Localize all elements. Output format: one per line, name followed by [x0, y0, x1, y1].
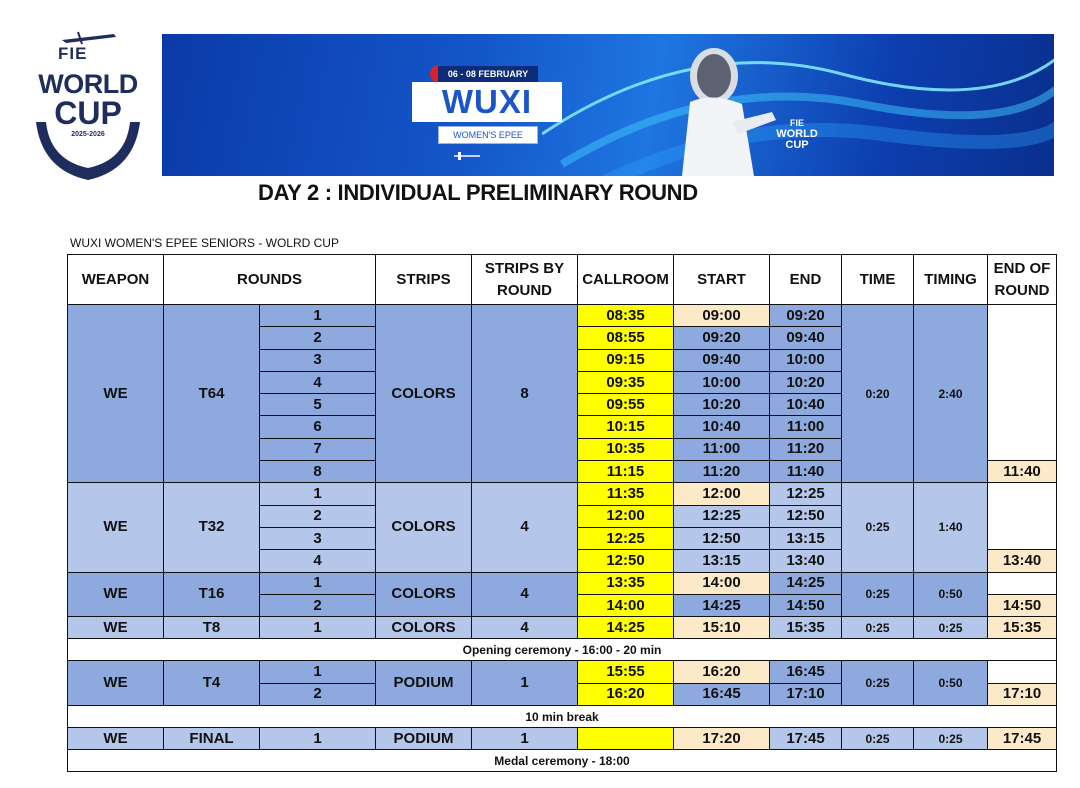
start-cell: 14:25: [674, 594, 770, 616]
bout-number: 1: [260, 572, 376, 594]
table-row: [68, 483, 1057, 505]
logo-world-text: WORLD: [38, 69, 138, 99]
end-cell: 10:40: [770, 394, 842, 416]
end-cell: 12:50: [770, 505, 842, 527]
timing-cell: 0:25: [914, 617, 988, 639]
start-cell: 11:00: [674, 438, 770, 460]
table-row: [68, 305, 1057, 327]
start-cell: 16:45: [674, 683, 770, 705]
strips-cell: COLORS: [376, 305, 472, 483]
strips-by-round-cell: 4: [472, 617, 578, 639]
weapon-cell: WE: [68, 572, 164, 617]
strips-cell: COLORS: [376, 483, 472, 572]
end-cell: 17:45: [770, 728, 842, 750]
strips-cell: COLORS: [376, 572, 472, 617]
bout-number: 3: [260, 349, 376, 371]
note-row: [68, 750, 1057, 772]
event-name: WOMEN'S EPEE: [453, 130, 523, 140]
header-start: START: [674, 255, 770, 305]
header-end: END: [770, 255, 842, 305]
callroom-cell: 14:25: [578, 617, 674, 639]
mini-world-cup-logo: [772, 118, 822, 151]
start-cell: 16:20: [674, 661, 770, 683]
callroom-cell: 14:00: [578, 594, 674, 616]
end-cell: 14:25: [770, 572, 842, 594]
end-cell: 11:40: [770, 461, 842, 483]
event-dates: 06 - 08 FEBRUARY: [438, 66, 538, 82]
round-cell: T8: [164, 617, 260, 639]
end-cell: 13:15: [770, 527, 842, 549]
header-callroom: CALLROOM: [578, 255, 674, 305]
end-of-round-blank: [988, 483, 1057, 550]
start-cell: 09:40: [674, 349, 770, 371]
start-cell: 14:00: [674, 572, 770, 594]
start-cell: 13:15: [674, 550, 770, 572]
sword-icon: [452, 150, 482, 162]
header-time: TIME: [842, 255, 914, 305]
logo-cup-text: CUP: [54, 95, 122, 131]
opening-ceremony-note: Opening ceremony - 16:00 - 20 min: [68, 639, 1057, 661]
note-row: [68, 639, 1057, 661]
wave-graphic-icon: [542, 34, 1054, 176]
end-of-round-cell: 17:45: [988, 728, 1057, 750]
bout-number: 2: [260, 594, 376, 616]
weapon-cell: WE: [68, 661, 164, 706]
page-title: DAY 2 : INDIVIDUAL PRELIMINARY ROUND: [258, 180, 698, 205]
bout-number: 2: [260, 683, 376, 705]
timing-cell: 0:50: [914, 572, 988, 617]
round-cell: T4: [164, 661, 260, 706]
table-row: [68, 572, 1057, 594]
start-cell: 10:20: [674, 394, 770, 416]
callroom-cell: 13:35: [578, 572, 674, 594]
callroom-cell: 10:15: [578, 416, 674, 438]
end-cell: 13:40: [770, 550, 842, 572]
header-row: [68, 255, 1057, 305]
strips-by-round-cell: 1: [472, 661, 578, 706]
bout-number: 8: [260, 461, 376, 483]
end-cell: 16:45: [770, 661, 842, 683]
note-row: [68, 706, 1057, 728]
callroom-cell: 09:35: [578, 371, 674, 393]
start-cell: 12:25: [674, 505, 770, 527]
bout-number: 4: [260, 371, 376, 393]
end-cell: 11:20: [770, 438, 842, 460]
callroom-cell: [578, 728, 674, 750]
end-of-round-cell: 14:50: [988, 594, 1057, 616]
end-cell: 15:35: [770, 617, 842, 639]
round-cell: T16: [164, 572, 260, 617]
bout-number: 1: [260, 483, 376, 505]
start-cell: 15:10: [674, 617, 770, 639]
start-cell: 12:50: [674, 527, 770, 549]
end-of-round-blank: [988, 305, 1057, 461]
header-weapon: WEAPON: [68, 255, 164, 305]
callroom-cell: 08:35: [578, 305, 674, 327]
end-cell: 14:50: [770, 594, 842, 616]
logo-fie-text: FIE: [58, 44, 88, 63]
mini-cup-text: CUP: [785, 139, 809, 151]
header-end-of-round: END OF ROUND: [988, 255, 1057, 305]
callroom-cell: 12:25: [578, 527, 674, 549]
callroom-cell: 09:55: [578, 394, 674, 416]
callroom-cell: 16:20: [578, 683, 674, 705]
end-of-round-cell: 15:35: [988, 617, 1057, 639]
mini-fie-text: FIE: [789, 118, 804, 128]
bout-number: 1: [260, 661, 376, 683]
start-cell: 09:00: [674, 305, 770, 327]
round-cell: T64: [164, 305, 260, 483]
mini-world-text: WORLD: [776, 128, 818, 140]
end-of-round-cell: 13:40: [988, 550, 1057, 572]
strips-by-round-cell: 1: [472, 728, 578, 750]
bout-number: 1: [260, 305, 376, 327]
timing-cell: 1:40: [914, 483, 988, 572]
bout-number: 7: [260, 438, 376, 460]
round-cell: T32: [164, 483, 260, 572]
weapon-cell: WE: [68, 305, 164, 483]
end-cell: 09:40: [770, 327, 842, 349]
strips-cell: COLORS: [376, 617, 472, 639]
callroom-cell: 11:35: [578, 483, 674, 505]
table-row: [68, 728, 1057, 750]
timing-cell: 2:40: [914, 305, 988, 483]
time-cell: 0:25: [842, 483, 914, 572]
callroom-cell: 11:15: [578, 461, 674, 483]
callroom-cell: 12:00: [578, 505, 674, 527]
time-cell: 0:25: [842, 728, 914, 750]
event-city: WUXI: [441, 83, 533, 120]
callroom-cell: 12:50: [578, 550, 674, 572]
timing-cell: 0:50: [914, 661, 988, 706]
bout-number: 4: [260, 550, 376, 572]
table-row: [68, 661, 1057, 683]
medal-ceremony-note: Medal ceremony - 18:00: [68, 750, 1057, 772]
round-cell: FINAL: [164, 728, 260, 750]
strips-by-round-cell: 4: [472, 572, 578, 617]
bout-number: 2: [260, 505, 376, 527]
strips-by-round-cell: 8: [472, 305, 578, 483]
start-cell: 12:00: [674, 483, 770, 505]
callroom-cell: 08:55: [578, 327, 674, 349]
logo-years-text: 2025-2026: [71, 131, 105, 138]
event-banner: [162, 34, 1054, 176]
strips-by-round-cell: 4: [472, 483, 578, 572]
bout-number: 5: [260, 394, 376, 416]
end-cell: 09:20: [770, 305, 842, 327]
start-cell: 10:40: [674, 416, 770, 438]
fencer-icon: [672, 42, 782, 176]
bout-number: 1: [260, 728, 376, 750]
timing-cell: 0:25: [914, 728, 988, 750]
time-cell: 0:20: [842, 305, 914, 483]
table-row: [68, 617, 1057, 639]
end-of-round-cell: 11:40: [988, 461, 1057, 483]
end-cell: 11:00: [770, 416, 842, 438]
end-of-round-cell: 17:10: [988, 683, 1057, 705]
weapon-cell: WE: [68, 728, 164, 750]
start-cell: 10:00: [674, 371, 770, 393]
schedule-table: [67, 254, 1057, 772]
bout-number: 2: [260, 327, 376, 349]
bout-number: 6: [260, 416, 376, 438]
header-strips: STRIPS: [376, 255, 472, 305]
strips-cell: PODIUM: [376, 661, 472, 706]
header-rounds: ROUNDS: [164, 255, 376, 305]
bout-number: 3: [260, 527, 376, 549]
callroom-cell: 15:55: [578, 661, 674, 683]
end-of-round-blank: [988, 572, 1057, 594]
start-cell: 09:20: [674, 327, 770, 349]
header-timing: TIMING: [914, 255, 988, 305]
break-note: 10 min break: [68, 706, 1057, 728]
end-cell: 10:00: [770, 349, 842, 371]
callroom-cell: 10:35: [578, 438, 674, 460]
header-strips-by-round: STRIPS BY ROUND: [472, 255, 578, 305]
start-cell: 11:20: [674, 461, 770, 483]
time-cell: 0:25: [842, 572, 914, 617]
time-cell: 0:25: [842, 661, 914, 706]
time-cell: 0:25: [842, 617, 914, 639]
callroom-cell: 09:15: [578, 349, 674, 371]
strips-cell: PODIUM: [376, 728, 472, 750]
fie-world-cup-logo: [22, 30, 154, 182]
weapon-cell: WE: [68, 617, 164, 639]
table-subtitle: WUXI WOMEN'S EPEE SENIORS - WOLRD CUP: [70, 236, 339, 250]
end-cell: 10:20: [770, 371, 842, 393]
start-cell: 17:20: [674, 728, 770, 750]
bout-number: 1: [260, 617, 376, 639]
end-cell: 17:10: [770, 683, 842, 705]
end-cell: 12:25: [770, 483, 842, 505]
weapon-cell: WE: [68, 483, 164, 572]
end-of-round-blank: [988, 661, 1057, 683]
